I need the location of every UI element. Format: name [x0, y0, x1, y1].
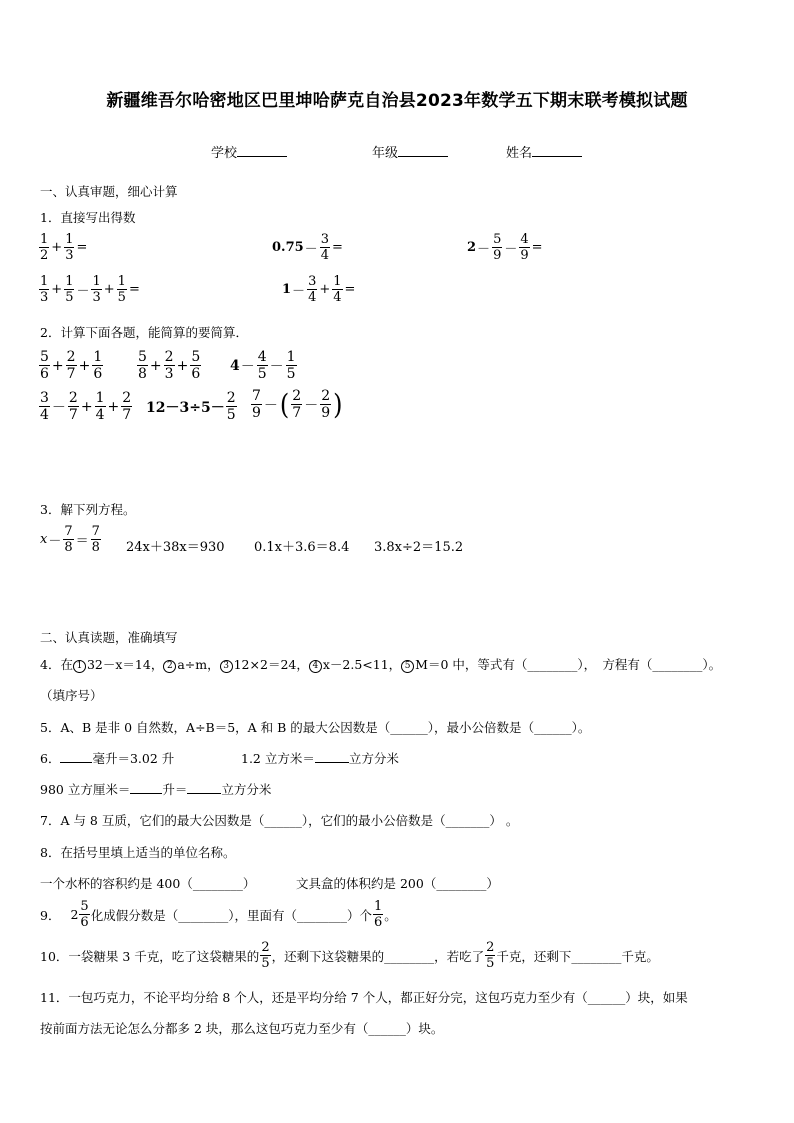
q6-line-1b [241, 749, 399, 767]
name-label: 姓名 [506, 146, 533, 161]
q4-item-5: M＝0 中， [415, 657, 478, 672]
q4-item-1: 32－x＝14， [86, 657, 164, 672]
grade-label: 年级 [372, 146, 399, 161]
q4-item-3: 12×2＝24， [233, 657, 309, 672]
q6-blank-1[interactable] [60, 750, 92, 763]
q10-line: 10．一袋糖果 3 千克，吃了这袋糖果的 $\frac{2}{5}$ ，还剩下这袋糖果的________，若吃了 $\frac{2}{5}$ 千克，还剩下________千克。 [40, 940, 659, 971]
q9-text: 化成假分数是（________），里面有（________）个 [90, 907, 372, 923]
q11-line-2: 按前面方法无论怎么分都多 2 块，那么这包巧克力至少有（______）块。 [40, 1021, 444, 1036]
q6-line-2 [40, 780, 271, 798]
q2-item-6: $\frac{7}{9}$ － ( $\frac{2}{7}$ － $\frac{2}{9}$ ) [252, 388, 343, 421]
q6-blank-2[interactable] [315, 750, 349, 763]
q4-line [40, 655, 721, 673]
q9-line: 9． 2 $\frac{5}{6}$ 化成假分数是（________），里面有（________）个 $\frac{1}{6}$ 。 [40, 899, 397, 930]
name-field [506, 142, 582, 161]
circled-2-icon: 2 [163, 660, 176, 673]
q6-blank-4[interactable] [187, 781, 221, 794]
q4-tail: 等式有（________）， 方程有（________）。 [477, 657, 722, 672]
q4-item-4: x－2.5<11， [322, 657, 402, 672]
q6-part-c2: 升＝ [162, 782, 188, 797]
q6-part-c3: 立方分米 [221, 782, 272, 797]
section2-heading: 二、认真读题，准确填写 [40, 630, 178, 645]
grade-field [372, 142, 448, 161]
q8-item-a: 一个水杯的容积约是 400（________） [40, 876, 256, 891]
q1-item-2: 0.75 － $\frac{3}{4}$ = [272, 232, 343, 263]
q10-text-3: 千克，还剩下________千克。 [496, 948, 659, 964]
q3-eq-4: 3.8x÷2＝15.2 [374, 540, 464, 555]
section1-heading: 一、认真审题，细心计算 [40, 184, 178, 199]
circled-3-icon: 3 [220, 660, 233, 673]
name-blank[interactable] [532, 144, 582, 157]
page-title: 新疆维吾尔哈密地区巴里坤哈萨克自治县2023年数学五下期末联考模拟试题 [106, 91, 688, 111]
q3-eq-1: x － $\frac{7}{8}$ ＝ $\frac{7}{8}$ [40, 524, 100, 555]
q1-label: 1．直接写出得数 [40, 210, 136, 225]
school-field [211, 142, 287, 161]
q3-eq-3: 0.1x＋3.6＝8.4 [254, 540, 350, 555]
school-blank[interactable] [237, 144, 287, 157]
q3-eq-2: 24x＋38x＝930 [126, 540, 225, 555]
q1-item-1: $\frac{1}{2}$ + $\frac{1}{3}$ = [40, 232, 88, 263]
q1-item-5: 1 － $\frac{3}{4}$ + $\frac{1}{4}$ = [282, 274, 356, 305]
q6-part-c: 980 立方厘米＝ [40, 782, 131, 797]
q7-text: 7．A 与 8 互质，它们的最大公因数是（______），它们的最小公倍数是（_______） 。 [40, 813, 519, 828]
q8-item-b: 文具盒的体积约是 200（________） [296, 876, 499, 891]
q6-line-1: 6． 毫升＝3.02 升 [40, 751, 175, 766]
q9-end: 。 [384, 907, 397, 923]
q2-label: 2．计算下面各题，能简算的要简算． [40, 325, 248, 340]
q2-item-4: $\frac{3}{4}$ － $\frac{2}{7}$ + $\frac{1}{4}$ + $\frac{2}{7}$ [40, 390, 132, 423]
q11-line-1: 11．一包巧克力，不论平均分给 8 个人，还是平均分给 7 个人，都正好分完，这包巧克力至少有（______）块，如果 [40, 990, 688, 1005]
q6-blank-3[interactable] [130, 781, 162, 794]
q6-part-a: 毫升＝3.02 升 [92, 751, 175, 766]
q4-sub: （填序号） [40, 688, 103, 703]
q10-text-2: ，还剩下这袋糖果的________，若吃了 [271, 948, 485, 964]
q3-label: 3．解下列方程。 [40, 502, 136, 517]
q2-item-2: $\frac{5}{8}$ + $\frac{2}{3}$ + $\frac{5}{6}$ [138, 349, 201, 382]
q4-label: 4．在 [40, 657, 73, 672]
grade-blank[interactable] [398, 144, 448, 157]
circled-5-icon: 5 [401, 660, 414, 673]
q5-text: 5．A、B 是非 0 自然数，A÷B＝5，A 和 B 的最大公因数是（______），最小公倍数是（______）。 [40, 720, 591, 735]
q2-item-1: $\frac{5}{6}$ + $\frac{2}{7}$ + $\frac{1}{6}$ [40, 349, 103, 382]
q10-text-1: 10．一袋糖果 3 千克，吃了这袋糖果的 [40, 948, 260, 964]
circled-1-icon: 1 [73, 660, 86, 673]
q1-item-4: $\frac{1}{3}$ + $\frac{1}{5}$ － $\frac{1}{3}$ + $\frac{1}{5}$ = [40, 274, 140, 305]
q2-item-5: 12－3÷5－ $\frac{2}{5}$ [146, 390, 236, 423]
q8-label: 8．在括号里填上适当的单位名称。 [40, 845, 236, 860]
q6-part-b: 1.2 立方米＝ [241, 751, 315, 766]
school-label: 学校 [211, 146, 238, 161]
q1-item-3: 2 － $\frac{5}{9}$ － $\frac{4}{9}$ = [467, 232, 543, 263]
q2-item-3: 4 － $\frac{4}{5}$ － $\frac{1}{5}$ [230, 349, 296, 382]
circled-4-icon: 4 [309, 660, 322, 673]
q4-item-2: a÷m， [177, 657, 220, 672]
q6-part-b2: 立方分米 [348, 751, 399, 766]
q9-num: 9． [40, 907, 61, 923]
